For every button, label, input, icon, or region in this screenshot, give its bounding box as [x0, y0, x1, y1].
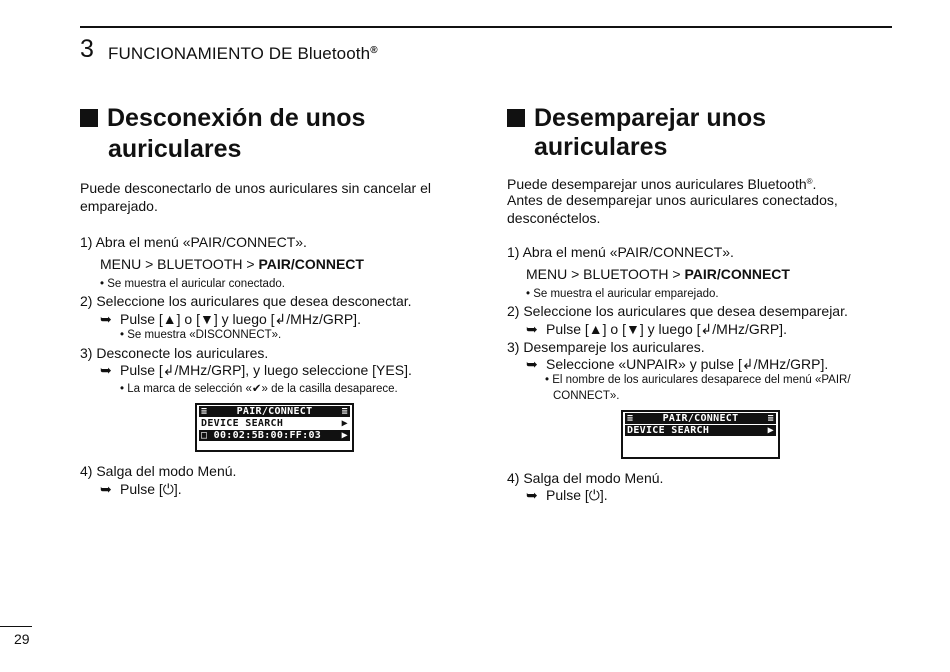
right-note1: • Se muestra el auricular emparejado.: [526, 288, 719, 300]
menu-lines-icon: ≡: [201, 406, 208, 417]
lcd-row1-text: DEVICE SEARCH: [627, 425, 710, 436]
right-title-line1: Desemparejar unos: [534, 104, 767, 132]
right-path-prefix: MENU > BLUETOOTH >: [526, 266, 685, 282]
right-intro-period: .: [812, 176, 817, 192]
right-note3-line1: • El nombre de los auriculares desaparece del menú «PAIR/: [545, 374, 851, 386]
right-path-bold: PAIR/CONNECT: [684, 266, 790, 282]
left-step3-action-text: Pulse [↲/MHz/GRP], y luego seleccione [YES].: [120, 362, 412, 378]
chapter-title-text: FUNCIONAMIENTO DE Bluetooth: [108, 44, 371, 63]
right-note3-line2: CONNECT».: [553, 390, 620, 402]
left-title-line2: auriculares: [108, 135, 242, 163]
page-number: 29: [14, 631, 30, 647]
right-step3-action: [526, 355, 828, 373]
lcd-header: [199, 406, 350, 417]
right-step3: 3) Desempareje los auriculares.: [507, 339, 705, 355]
section-square-icon: [80, 109, 98, 127]
triangle-right-icon: ▶: [341, 418, 348, 429]
arrow-right-icon: ➥: [100, 481, 112, 497]
arrow-right-icon: ➥: [526, 356, 538, 372]
triangle-right-icon: ▶: [767, 425, 774, 436]
triangle-right-icon: ▶: [341, 430, 348, 441]
left-path-bold: PAIR/CONNECT: [258, 256, 364, 272]
lcd-row1-text: DEVICE SEARCH: [201, 418, 284, 429]
left-intro-line1: Puede desconectarlo de unos auriculares sin cancelar el: [80, 180, 431, 196]
left-section-title: [80, 103, 365, 133]
right-intro-line3: desconéctelos.: [507, 210, 601, 226]
footer-rule: [0, 626, 32, 627]
left-menu-path: [100, 255, 364, 273]
left-step3: 3) Desconecte los auriculares.: [80, 345, 269, 361]
right-section-title: [507, 103, 766, 133]
left-path-prefix: MENU > BLUETOOTH >: [100, 256, 259, 272]
left-title-line1: Desconexión de unos: [107, 104, 366, 132]
right-lcd-display: [621, 410, 780, 459]
right-step2-action: [526, 320, 787, 338]
left-step4: 4) Salga del modo Menú.: [80, 463, 237, 479]
right-menu-path: [526, 265, 790, 283]
header-rule: [80, 26, 892, 28]
right-step4-action-text: Pulse [⏻].: [546, 487, 608, 503]
lcd-header-text: PAIR/CONNECT: [662, 413, 739, 424]
registered-mark: ®: [370, 45, 378, 56]
section-square-icon: [507, 109, 525, 127]
left-intro-line2: emparejado.: [80, 198, 158, 214]
left-note1: • Se muestra el auricular conectado.: [100, 278, 285, 290]
right-step4-action: [526, 486, 608, 504]
arrow-right-icon: ➥: [526, 321, 538, 337]
left-lcd-display: [195, 403, 354, 452]
right-step3-action-text: Seleccione «UNPAIR» y pulse [↲/MHz/GRP].: [546, 356, 829, 372]
lcd-header: [625, 413, 776, 424]
left-step2-action-text: Pulse [▲] o [▼] y luego [↲/MHz/GRP].: [120, 311, 361, 327]
lcd-device-row: [199, 430, 350, 441]
left-step2: 2) Seleccione los auriculares que desea desconectar.: [80, 293, 412, 309]
left-note3: • La marca de selección «✔» de la casilla desaparece.: [120, 383, 398, 395]
lcd-device-search-row: [199, 418, 350, 429]
right-intro-line2: Antes de desemparejar unos auriculares conectados,: [507, 192, 838, 208]
registered-mark: ®: [806, 177, 813, 186]
left-step4-action-text: Pulse [⏻].: [120, 481, 182, 497]
arrow-right-icon: ➥: [100, 362, 112, 378]
right-title-line2: auriculares: [534, 133, 668, 161]
right-intro-line1-text: Puede desemparejar unos auriculares Bluetooth: [507, 176, 807, 192]
right-intro-line1: [507, 173, 816, 193]
chapter-number: 3: [80, 35, 94, 63]
lcd-row2-text: □ 00:02:5B:00:FF:03: [201, 430, 322, 441]
right-step1: 1) Abra el menú «PAIR/CONNECT».: [507, 244, 734, 260]
chapter-title: [108, 40, 378, 65]
left-step2-action: [100, 310, 361, 328]
left-note2: • Se muestra «DISCONNECT».: [120, 329, 282, 341]
right-step4: 4) Salga del modo Menú.: [507, 470, 664, 486]
lcd-header-text: PAIR/CONNECT: [236, 406, 313, 417]
arrow-right-icon: ➥: [100, 311, 112, 327]
arrow-right-icon: ➥: [526, 487, 538, 503]
left-step3-action: [100, 361, 412, 379]
lcd-device-search-row: [625, 425, 776, 436]
right-step2: 2) Seleccione los auriculares que desea desemparejar.: [507, 303, 848, 319]
left-step4-action: [100, 480, 182, 498]
menu-lines-icon: ≡: [627, 413, 634, 424]
right-step2-action-text: Pulse [▲] o [▼] y luego [↲/MHz/GRP].: [546, 321, 787, 337]
menu-lines-icon: ≡: [341, 406, 348, 417]
left-step1: 1) Abra el menú «PAIR/CONNECT».: [80, 234, 307, 250]
menu-lines-icon: ≡: [767, 413, 774, 424]
